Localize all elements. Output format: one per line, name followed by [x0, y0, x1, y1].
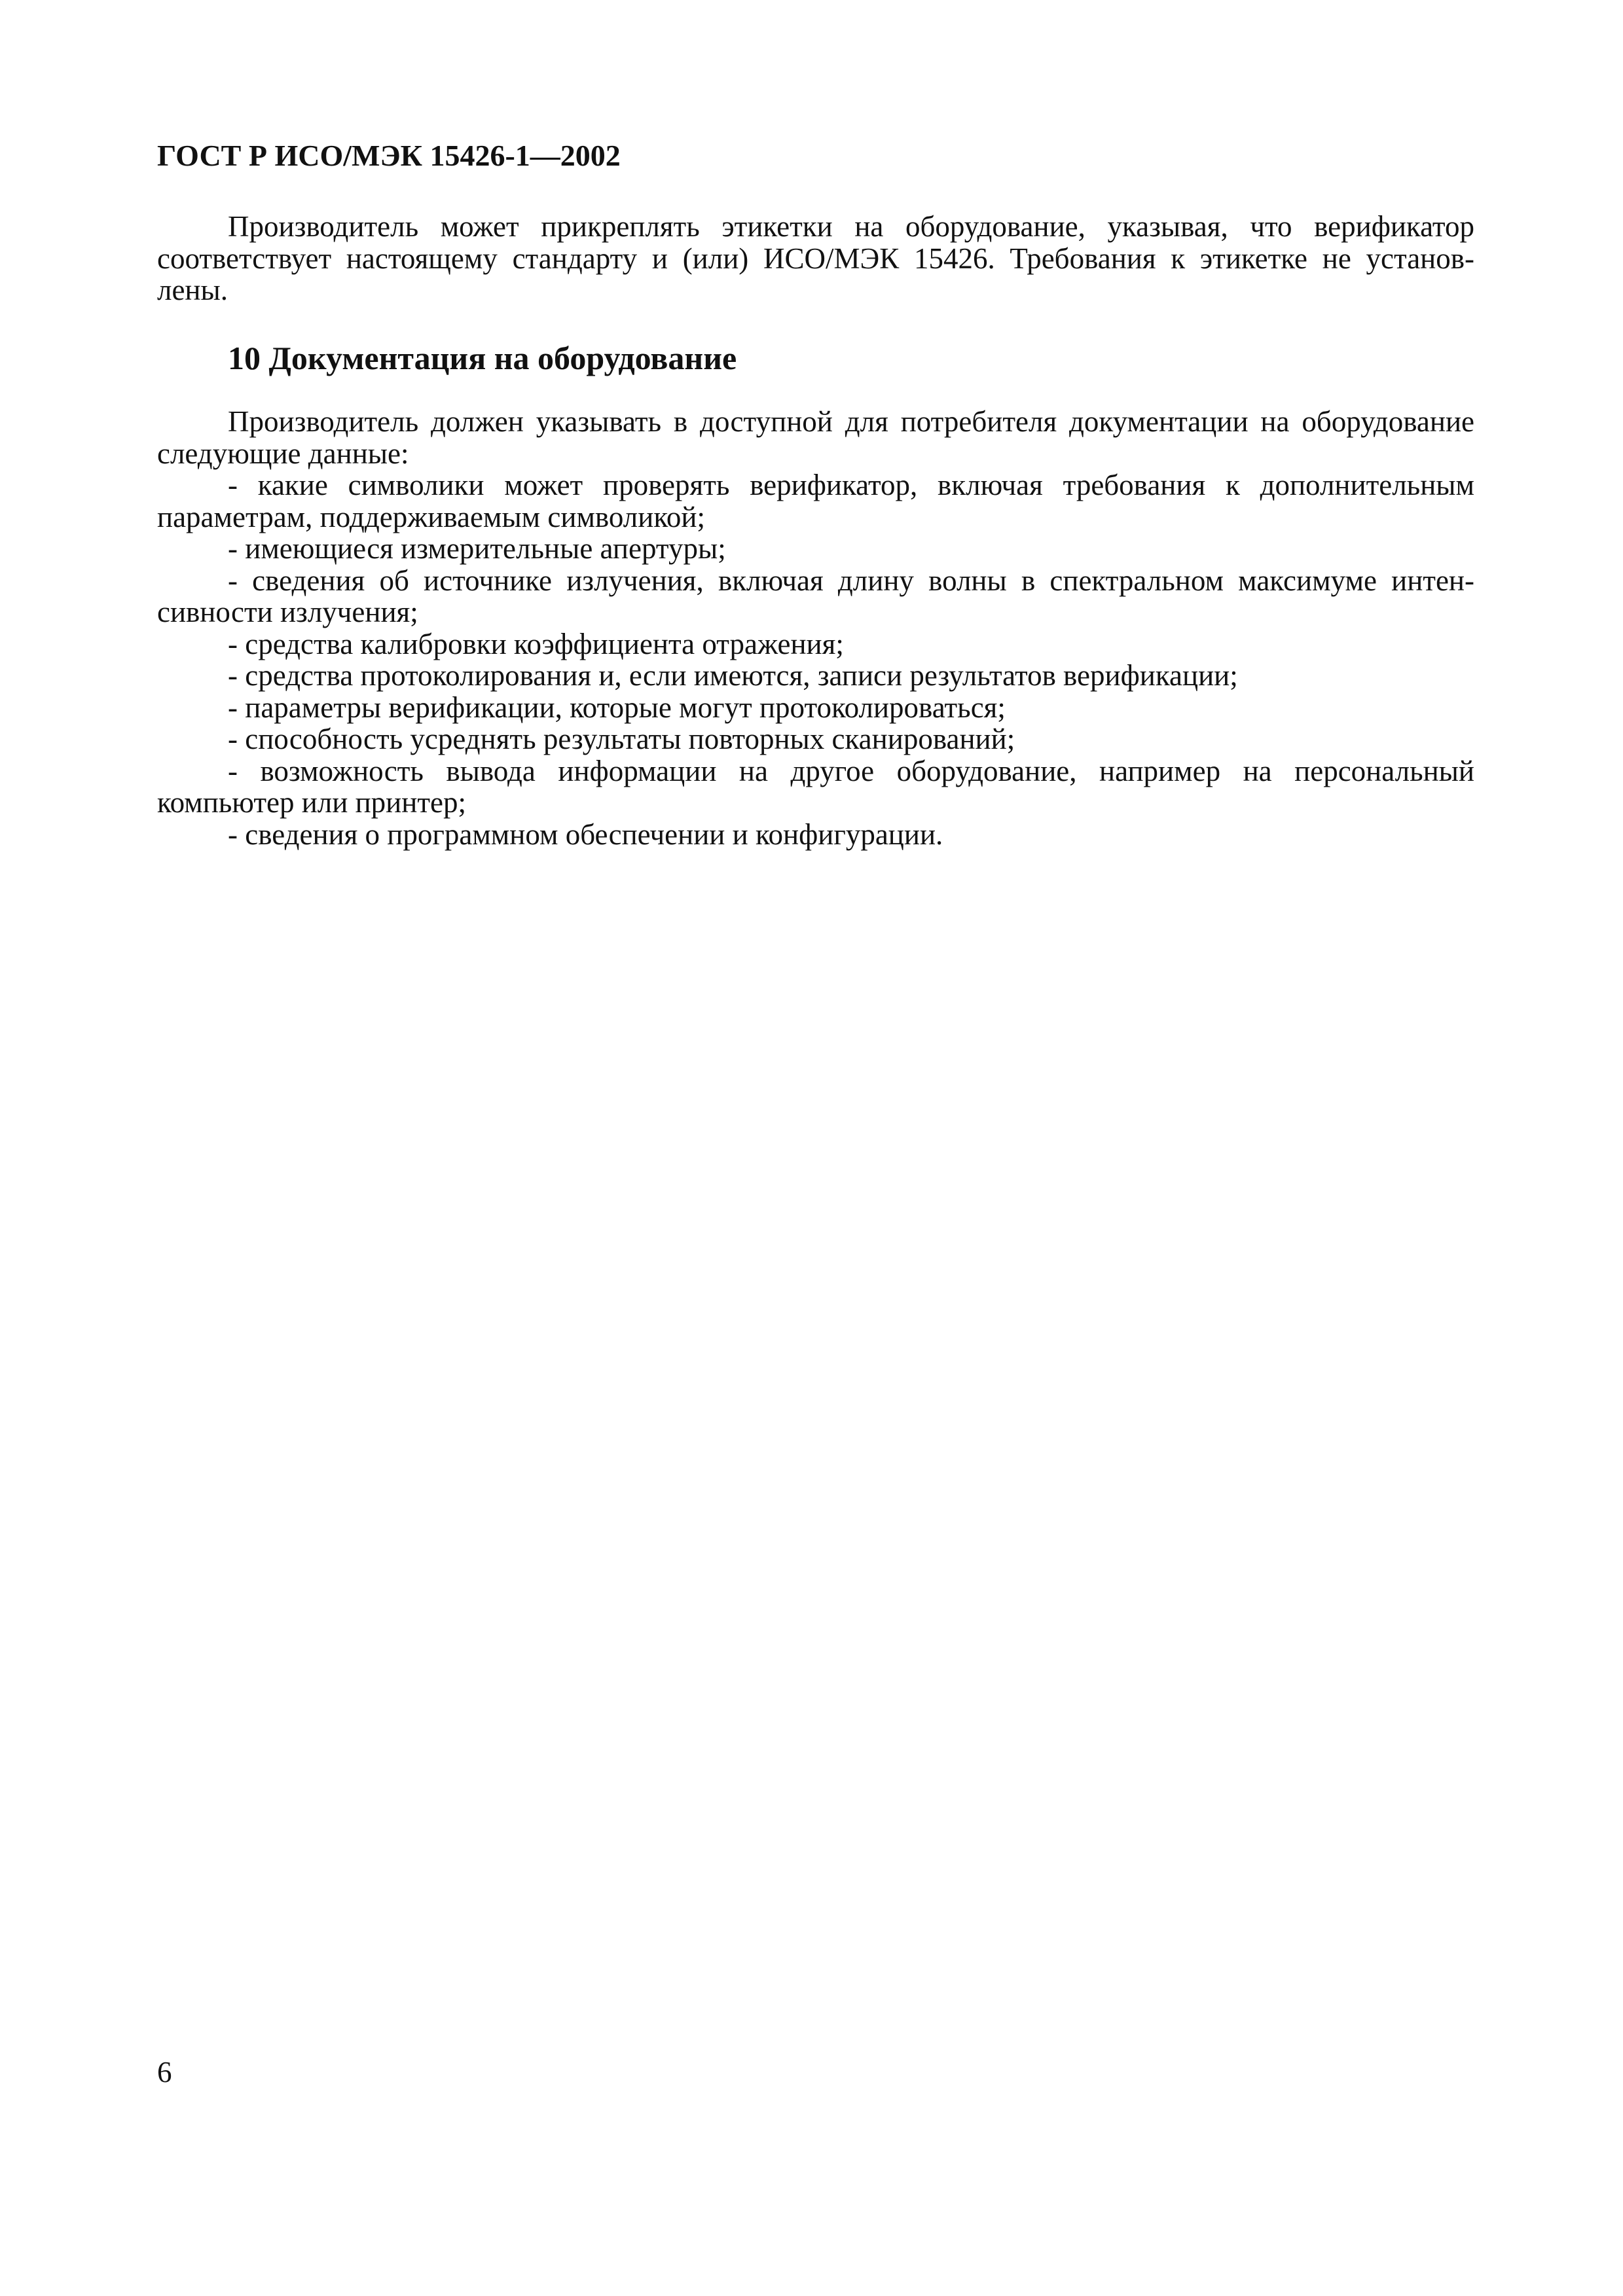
list-item	[157, 533, 1474, 565]
text-line: - какие символики может проверять верификатор, включая требования к дополнительным	[228, 469, 1474, 501]
list-item	[157, 628, 1474, 660]
text-line: - имеющиеся измерительные апертуры;	[228, 532, 726, 565]
running-header: ГОСТ Р ИСО/МЭК 15426-1—2002	[157, 139, 621, 172]
text-line: сивности излучения;	[157, 596, 418, 628]
text-line: компьютер или принтер;	[157, 786, 466, 819]
text-line: Производитель может прикреплять этикетки на оборудование, указывая, что верификатор	[228, 210, 1474, 243]
page-number: 6	[157, 2056, 172, 2089]
section-body	[157, 406, 1474, 850]
text-line: - параметры верификации, которые могут протоколироваться;	[228, 691, 1006, 724]
text-line: - средства протоколирования и, если имеются, записи результатов верификации;	[228, 659, 1238, 692]
text-line: - способность усреднять результаты повторных сканирований;	[228, 723, 1015, 755]
text-line: - сведения об источнике излучения, включая длину волны в спектральном максимуме интен-	[228, 564, 1474, 597]
text-line: - возможность вывода информации на другое оборудование, например на персональный	[228, 754, 1474, 787]
list-item	[157, 819, 1474, 851]
list-item	[157, 660, 1474, 692]
text-line: - сведения о программном обеспечении и конфигурации.	[228, 817, 943, 851]
list-item	[157, 723, 1474, 755]
text-line: следующие данные:	[157, 437, 409, 470]
text-line: Производитель должен указывать в доступной для потребителя документации на оборудование	[228, 405, 1474, 438]
text-line: лены.	[157, 274, 228, 306]
text-line: параметрам, поддерживаемым символикой;	[157, 500, 705, 533]
list-item	[157, 692, 1474, 724]
list-item	[157, 565, 1474, 628]
list-item	[157, 755, 1474, 819]
intro-paragraph	[157, 211, 1474, 306]
text-line: - средства калибровки коэффициента отражения;	[228, 627, 844, 660]
section-heading: 10 Документация на оборудование	[228, 340, 737, 376]
text-line: соответствует настоящему стандарту и (или) ИСО/МЭК 15426. Требования к этикетке не установ-	[157, 242, 1474, 275]
list-item	[157, 469, 1474, 533]
